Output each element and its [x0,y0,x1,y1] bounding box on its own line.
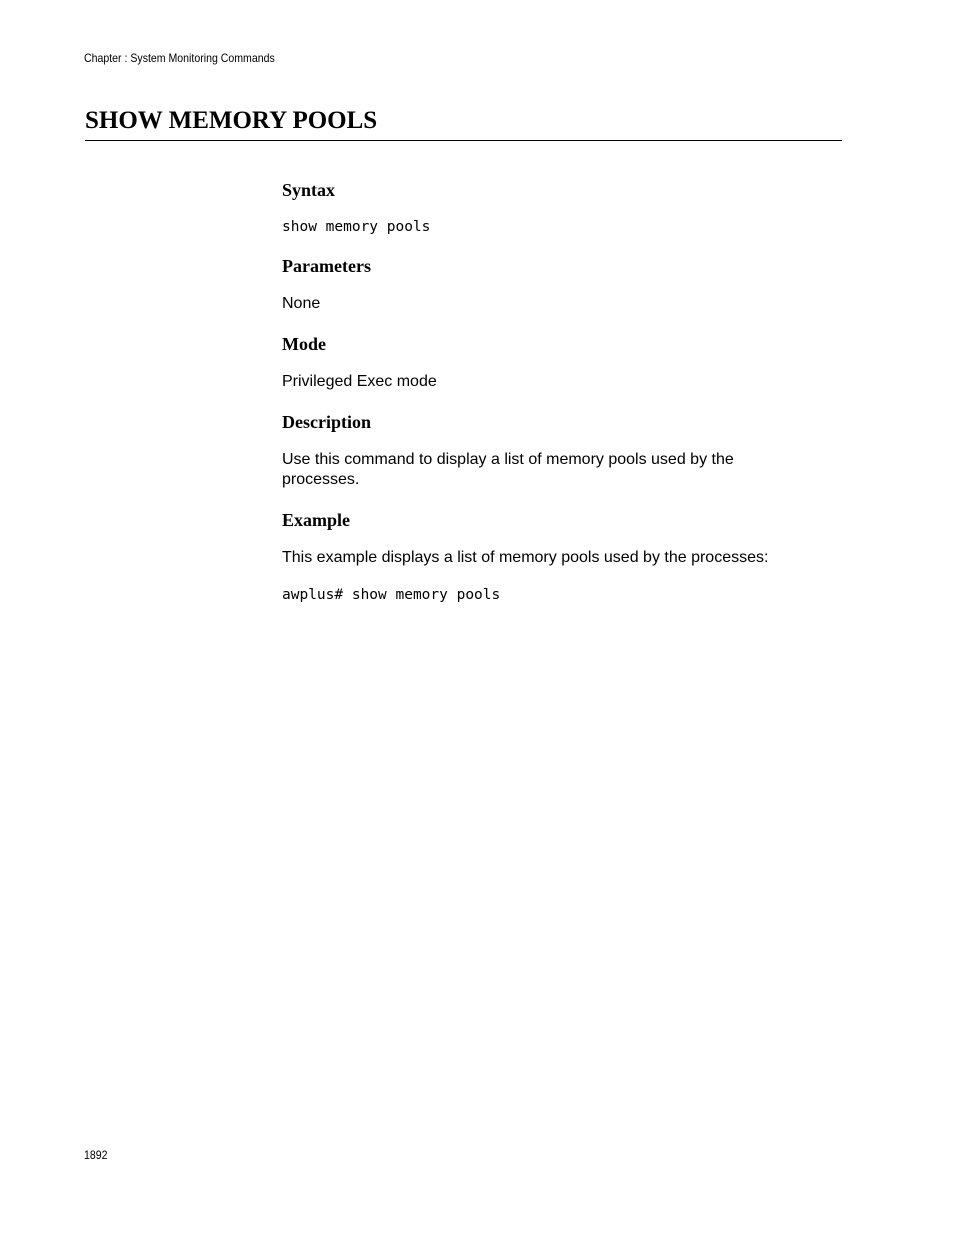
parameters-text: None [282,295,321,312]
syntax-code: show memory pools [282,219,431,235]
parameters-heading: Parameters [282,256,371,276]
title-rule [85,140,842,141]
description-heading: Description [282,412,371,432]
syntax-heading: Syntax [282,180,336,200]
example-heading: Example [282,510,351,530]
page-title: SHOW MEMORY POOLS [85,107,378,134]
mode-text: Privileged Exec mode [282,373,437,390]
example-code: awplus# show memory pools [282,587,501,603]
description-text: Use this command to display a list of memory pools used by the processes. [282,451,734,488]
example-text: This example displays a list of memory pools used by the processes: [282,549,769,566]
mode-heading: Mode [282,334,326,354]
page-number: 1892 [84,1148,108,1162]
running-header: Chapter : System Monitoring Commands [84,51,275,65]
